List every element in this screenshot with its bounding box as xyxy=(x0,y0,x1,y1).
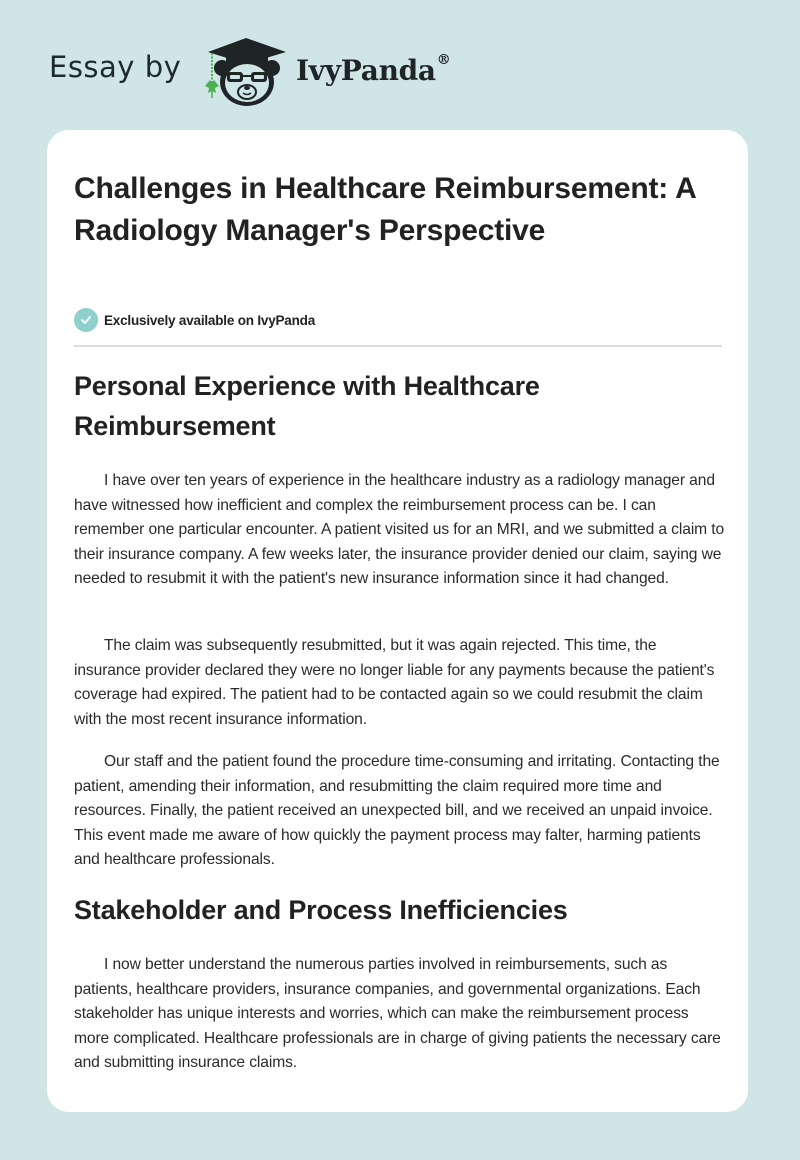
paragraph: Our staff and the patient found the procedure time-consuming and irritating. Contacting the patient, amending their information, and resubmitting the claim required more time and resources. Finally, the patient received an unexpected bill, and we received an unpaid invoice. This event made me aware of how quickly the payment process may falter, harming patients and healthcare professionals. xyxy=(74,753,720,869)
brand-prefix: Essay by xyxy=(49,50,182,84)
section-heading: Stakeholder and Process Inefficiencies xyxy=(74,895,568,925)
section-heading: Personal Experience with Healthcare Reimbursement xyxy=(74,371,540,441)
paragraph: I now better understand the numerous parties involved in reimbursements, such as patients, healthcare providers, insurance companies, and governmental organizations. Each stakeholder has unique interests and worries, which can make the reimbursement process more complicated. Healthcare professionals are in charge of giving patients the necessary care and submitting insurance claims. xyxy=(74,956,721,1072)
registered-mark: ® xyxy=(436,52,451,68)
panda-graduate-icon[interactable] xyxy=(202,36,292,108)
paragraph: I have over ten years of experience in the healthcare industry as a radiology manager and have witnessed how inefficient and complex the reimbursement process can be. I can remember one particular encounter. A patient visited us for an MRI, and we submitted a claim to their insurance company. A few weeks later, the insurance provider denied our claim, saying we needed to resubmit it with the patient's new insurance information since it had changed. xyxy=(74,472,725,588)
site-header xyxy=(0,0,800,130)
paragraph: The claim was subsequently resubmitted, but it was again rejected. This time, the insurance provider declared they were no longer liable for any payments because the patient's coverage had expired. The patient had to be contacted again so we could resubmit the claim with the most recent insurance information. xyxy=(74,637,715,728)
badge-text: Exclusively available on IvyPanda xyxy=(104,312,316,328)
brand-name-text: IvyPanda xyxy=(296,54,436,87)
page-title: Challenges in Healthcare Reimbursement: A Radiology Manager's Perspective xyxy=(74,172,696,247)
check-circle-icon xyxy=(74,308,98,332)
brand-name[interactable] xyxy=(296,54,450,87)
exclusive-badge xyxy=(74,308,315,332)
divider xyxy=(74,345,722,347)
essay-card xyxy=(47,130,748,1112)
